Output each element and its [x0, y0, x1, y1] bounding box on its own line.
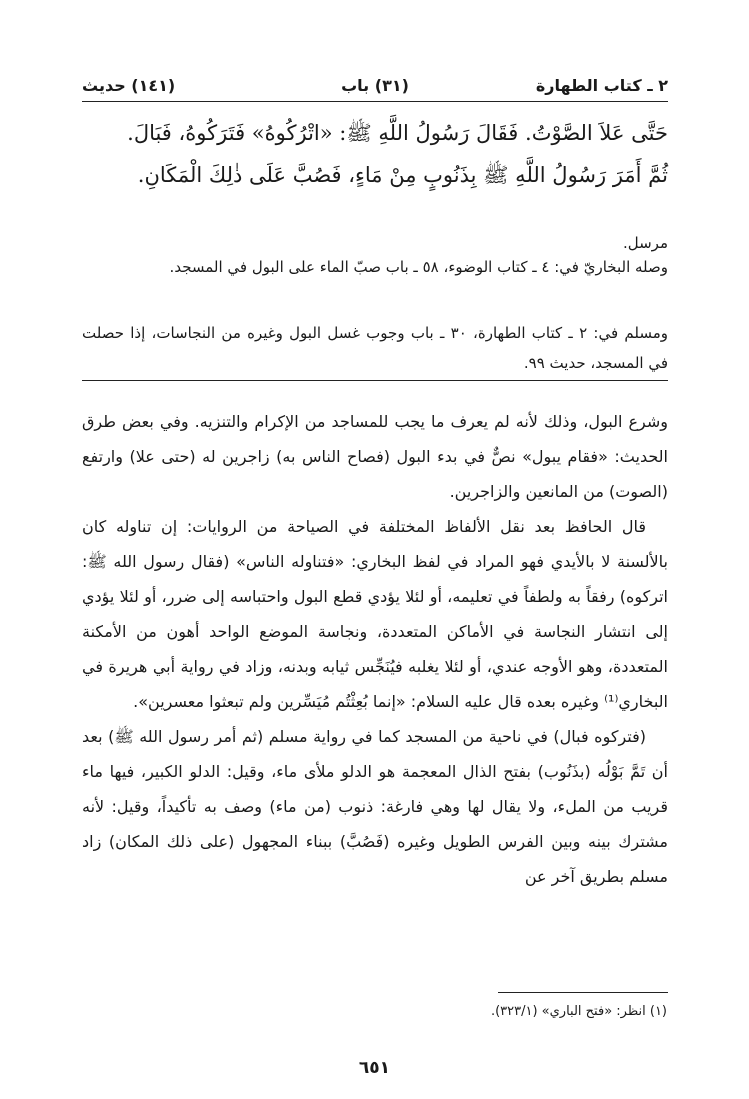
footnote-divider — [498, 992, 668, 993]
takhrij-muslim-block — [82, 318, 668, 378]
takhrij-bukhari: وصله البخاريّ في: ٤ ـ كتاب الوضوء، ٥٨ ـ باب صبّ الماء على البول في المسجد. — [169, 258, 668, 276]
hadith-text — [82, 112, 668, 196]
takhrij-muslim: ومسلم في: ٢ ـ كتاب الطهارة، ٣٠ ـ باب وجوب غسل البول وغيره من النجاسات، إذا حصلت في المسجد، حديث ٩٩. — [82, 324, 668, 372]
header-bab: (٣١) باب — [341, 76, 409, 95]
commentary-paragraph-3: (فتركوه فبال) في ناحية من المسجد كما في رواية مسلم (ثم أمر رسول الله ﷺ) بعد أن تَمَّ بَوْلُه (بذَنُوب) بفتح الذال المعجمة هو الدلو ملأى ماء، وقيل: الدلو الكبير، فيها ماء قريب من الملء، ولا يقال لها وهي فارغة: ذنوب (من ماء) وصف به تأكيداً، وقيل: لأنه مشترك بينه وبين الفرس الطويل وغيره (فَصُبَّ) ببناء المجهول (على ذلك المكان) زاد مسلم بطريق آخر عن — [82, 727, 668, 886]
commentary-paragraph-2: قال الحافظ بعد نقل الألفاظ المختلفة في الصياحة من الروايات: إن تناوله كان بالألسنة لا بالأيدي فهو المراد في لفظ البخاري: «فتناوله الناس» (فقال رسول الله ﷺ: اتركوه) رفقاً به ولطفاً في تعليمه، أو لئلا يؤدي قطع البول واحتباسه إلى ضرر، أو لئلا يؤدي إلى انتشار النجاسة في الأماكن المتعددة، ونجاسة الموضع الواحد أهون من الأمكنة المتعددة، وهو الأوجه عندي، أو لئلا يغلبه فيُنَجِّس ثيابه وبدنه، وزاد في رواية أبي هريرة في البخاري⁽¹⁾ وغيره بعده قال عليه السلام: «إنما بُعِثْتُم مُيَسِّرين ولم تبعثوا معسرين». — [82, 517, 668, 711]
footnote: (١) انظر: «فتح الباري» (٣٢٣/١). — [490, 1004, 667, 1019]
takhrij-mursal: مرسل. — [622, 234, 668, 252]
commentary-divider — [82, 380, 668, 381]
header-hadith-number: (١٤١) حديث — [82, 76, 176, 95]
running-header — [82, 76, 668, 102]
takhrij-bukhari-block — [82, 252, 668, 282]
commentary-paragraph-1: وشرع البول، وذلك لأنه لم يعرف ما يجب للمساجد من الإكرام والتنزيه. وفي بعض طرق الحديث: «فقام يبول» نصٌّ في بدء البول (فصاح الناس به) زاجرين له (حتى علا) وارتفع (الصوت) من المانعين والزاجرين. — [82, 412, 668, 501]
header-divider — [82, 101, 668, 102]
commentary — [82, 404, 668, 894]
header-chapter: ٢ ـ كتاب الطهارة — [535, 76, 668, 95]
hadith-line-2: ثُمَّ أَمَرَ رَسُولُ اللَّهِ ﷺ بِذَنُوبٍ مِنْ مَاءٍ، فَصُبَّ عَلَى ذٰلِكَ الْمَكَانِ. — [137, 163, 668, 187]
hadith-line-1: حَتَّى عَلاَ الصَّوْتُ. فَقَالَ رَسُولُ اللَّهِ ﷺ: «اتْرُكُوهُ» فَتَرَكُوهُ، فَبَالَ. — [127, 121, 668, 145]
page-number: ٦٥١ — [358, 1058, 391, 1078]
